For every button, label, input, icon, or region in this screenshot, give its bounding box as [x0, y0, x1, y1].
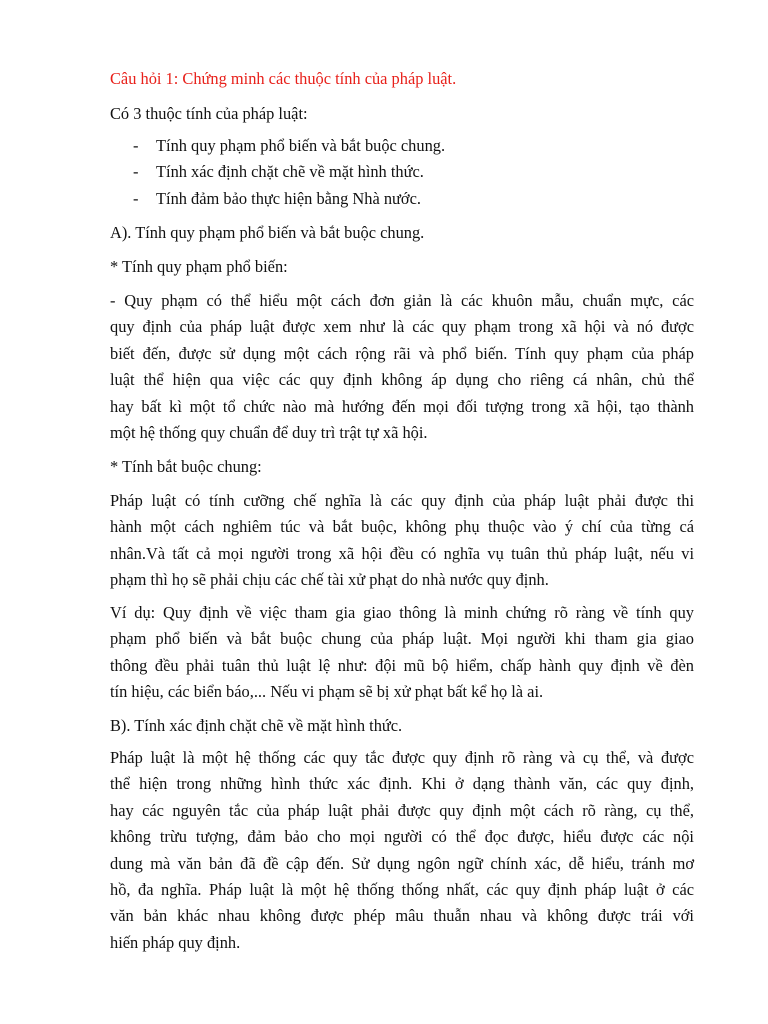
- list-item: [133, 159, 693, 185]
- list-item-text: Tính quy phạm phổ biến và bắt buộc chung.: [156, 136, 446, 155]
- paragraph-line: hay các nguyên tắc của pháp luật phải được quy định một cách rõ ràng, cụ thể,: [110, 800, 694, 820]
- paragraph-line: Pháp luật là một hệ thống các quy tắc được quy định rõ ràng và cụ thể, và được: [110, 748, 694, 767]
- paragraph-line: quy định của pháp luật được xem như là các quy phạm trong xã hội và nó được: [110, 317, 694, 337]
- paragraph-line: luật thể hiện qua việc các quy định không áp dụng cho riêng cá nhân, chủ thể: [110, 370, 694, 390]
- paragraph-line: hồ, đa nghĩa. Pháp luật là một hệ thống thống nhất, các quy định pháp luật ở các: [110, 879, 694, 899]
- paragraph-universal: [110, 288, 694, 446]
- list-item-text: Tính xác định chặt chẽ về mặt hình thức.: [156, 162, 424, 181]
- paragraph-line: hiến pháp quy định.: [110, 932, 241, 952]
- paragraph-line: nhân.Và tất cả mọi người trong xã hội đều có nghĩa vụ tuân thủ pháp luật, nếu vi: [110, 543, 694, 563]
- bullet-dash: -: [133, 189, 139, 208]
- list-item: [133, 186, 693, 212]
- paragraph-line: hành một cách nghiêm túc và bắt buộc, không phụ thuộc vào ý chí của từng cá: [110, 517, 694, 537]
- list-item: [133, 133, 693, 159]
- paragraph-line: hay bất kì một tổ chức nào mà hướng đến mọi đối tượng trong xã hội, tạo thành: [110, 396, 694, 416]
- paragraph-line: - Quy phạm có thể hiểu một cách đơn giản là các khuôn mẫu, chuẩn mực, các: [110, 291, 694, 310]
- paragraph-line: Ví dụ: Quy định về việc tham gia giao thông là minh chứng rõ ràng về tính quy: [110, 603, 694, 622]
- paragraph-line: văn bản khác nhau không được phép mâu thuẫn nhau và không được trái với: [110, 906, 694, 926]
- bullet-dash: -: [133, 136, 139, 155]
- list-item-text: Tính đảm bảo thực hiện bằng Nhà nước.: [156, 189, 421, 208]
- paragraph-line: tín hiệu, các biển báo,... Nếu vi phạm sẽ bị xử phạt bất kể họ là ai.: [110, 682, 544, 702]
- paragraph-line: biết đến, được sử dụng một cách rộng rãi và phổ biến. Tính quy phạm của pháp: [110, 343, 694, 363]
- paragraph-example: [110, 600, 694, 706]
- paragraph-line: phạm thì họ sẽ phải chịu các chế tài xử phạt do nhà nước quy định.: [110, 570, 549, 590]
- paragraph-line: một hệ thống quy chuẩn để duy trì trật tự xã hội.: [110, 422, 428, 442]
- sub-heading-mandatory: * Tính bắt buộc chung:: [110, 457, 262, 476]
- paragraph-line: Pháp luật có tính cưỡng chế nghĩa là các quy định của pháp luật phải được thi: [110, 491, 694, 510]
- paragraph-formality: [110, 745, 694, 956]
- sub-heading-universal: * Tính quy phạm phổ biến:: [110, 257, 288, 276]
- paragraph-line: thông đều phải tuân thủ luật lệ như: đội mũ bộ hiểm, chấp hành quy định về đèn: [110, 655, 694, 675]
- question-title: Câu hỏi 1: Chứng minh các thuộc tính của pháp luật.: [110, 69, 457, 88]
- paragraph-line: phạm phổ biến và bắt buộc chung của pháp luật. Mọi người khi tham gia giao: [110, 629, 694, 649]
- section-b-heading: B). Tính xác định chặt chẽ về mặt hình thức.: [110, 716, 403, 735]
- paragraph-line: không trừu tượng, đảm bảo cho mọi người có thể đọc được, hiểu được các nội: [110, 827, 694, 847]
- paragraph-line: thể hiện trong những hình thức xác định. Khi ở dạng thành văn, các quy định,: [110, 774, 694, 794]
- intro-text: Có 3 thuộc tính của pháp luật:: [110, 104, 308, 123]
- paragraph-mandatory: [110, 488, 694, 594]
- paragraph-line: dung mà văn bản đã đề cập đến. Sử dụng ngôn ngữ chính xác, dễ hiểu, tránh mơ: [110, 853, 694, 873]
- section-a-heading: A). Tính quy phạm phổ biến và bắt buộc chung.: [110, 223, 425, 242]
- bullet-dash: -: [133, 162, 139, 181]
